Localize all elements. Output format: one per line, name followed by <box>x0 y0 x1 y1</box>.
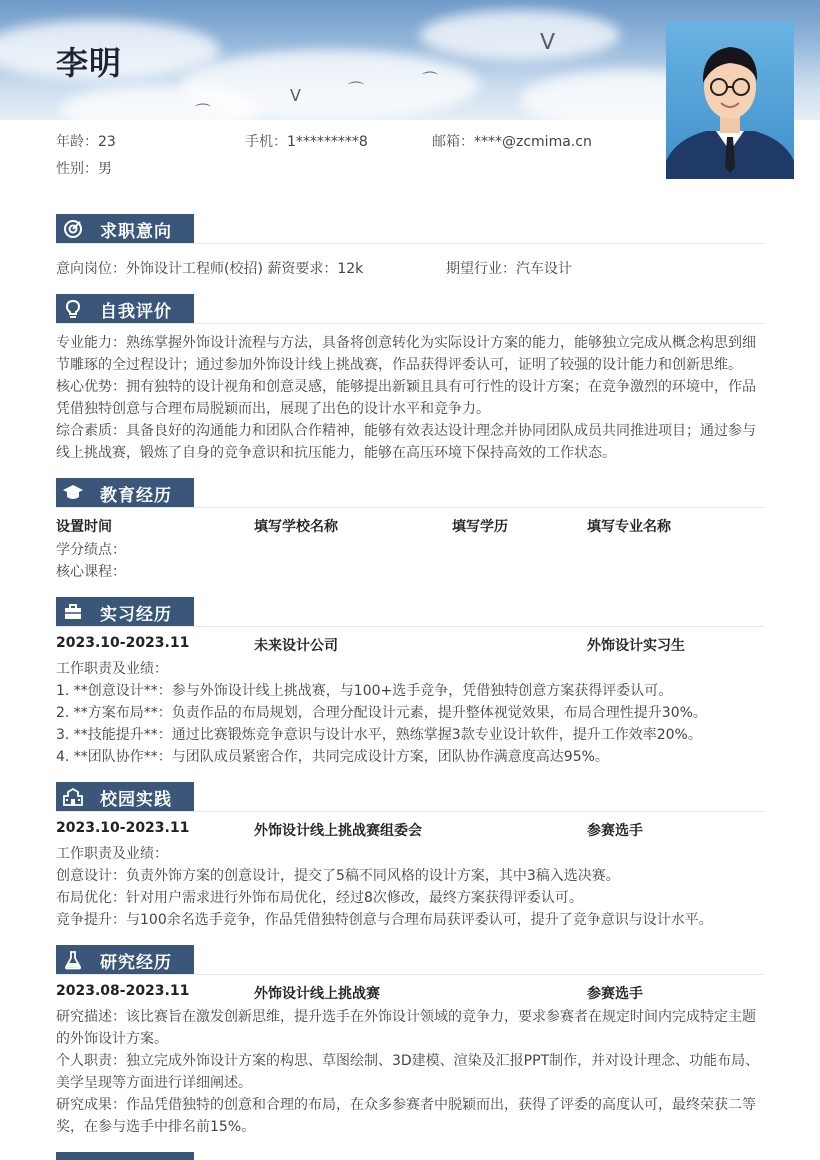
phone-value: 1*********8 <box>287 134 368 150</box>
campus-row <box>56 820 764 842</box>
candidate-name: 李明 <box>56 44 123 82</box>
section-divider <box>56 974 764 975</box>
briefcase-icon <box>58 597 88 627</box>
flask-icon <box>58 945 88 975</box>
section-title: 实习经历 <box>100 604 172 625</box>
section-title: 校园实践 <box>100 789 172 810</box>
detail-line: 3. **技能提升**：通过比赛锻炼竞争意识与设计水平，熟练掌握3款专业设计软件，提升工作效率20%。 <box>56 727 702 743</box>
detail-line: 1. **创意设计**：参与外饰设计线上挑战赛，与100+选手竞争，凭借独特创意方案获得评委认可。 <box>56 683 673 699</box>
job-intent-line: 意向岗位：外饰设计工程师(校招) 薪资要求：12k <box>56 261 364 277</box>
gpa-line: 学分绩点： <box>56 542 126 558</box>
section-education-heading <box>56 478 194 508</box>
education-row <box>56 516 764 538</box>
industry-line: 期望行业：汽车设计 <box>446 261 572 277</box>
section-divider <box>56 811 764 812</box>
gender-label: 性别： <box>56 161 98 177</box>
campus-org: 外饰设计线上挑战赛组委会 <box>254 823 422 839</box>
section-title: 求职意向 <box>100 221 172 242</box>
detail-line: 工作职责及业绩： <box>56 661 168 677</box>
research-details <box>56 1006 766 1138</box>
phone-info <box>245 131 368 151</box>
bird-icon: ᐯ <box>540 30 556 55</box>
research-row <box>56 983 764 1005</box>
gender-info <box>56 158 112 178</box>
section-title: 自我评价 <box>100 301 172 322</box>
age-label: 年龄： <box>56 134 98 150</box>
internship-role: 外饰设计实习生 <box>587 638 685 654</box>
phone-label: 手机： <box>245 134 287 150</box>
section-divider <box>56 626 764 627</box>
research-org: 外饰设计线上挑战赛 <box>254 986 380 1002</box>
education-major: 填写专业名称 <box>587 519 671 535</box>
detail-line: 布局优化：针对用户需求进行外饰布局优化，经过8次修改，最终方案获得评委认可。 <box>56 890 583 906</box>
detail-line: 竞争提升：与100余名选手竞争，作品凭借独特创意与合理布局获评委认可，提升了竞争意识与设计水平。 <box>56 912 713 928</box>
profile-photo <box>666 21 794 179</box>
education-details <box>56 539 766 583</box>
section-research-heading <box>56 945 194 975</box>
age-info <box>56 131 116 151</box>
school-building-icon <box>58 782 88 812</box>
section-self-eval-heading <box>56 294 194 324</box>
campus-time: 2023.10-2023.11 <box>56 820 190 836</box>
internship-time: 2023.10-2023.11 <box>56 635 190 651</box>
section-divider <box>56 243 764 244</box>
education-school: 填写学校名称 <box>254 519 338 535</box>
paragraph: 研究成果：作品凭借独特的创意和合理的布局，在众多参赛者中脱颖而出，获得了评委的高度认可，最终荣获二等奖，在参与选手中排名前15%。 <box>56 1097 756 1135</box>
campus-role: 参赛选手 <box>587 823 643 839</box>
section-title: 研究经历 <box>100 952 172 973</box>
self-eval-text <box>56 332 766 464</box>
paragraph: 研究描述：该比赛旨在激发创新思维，提升选手在外饰设计领域的竞争力，要求参赛者在规定时间内完成特定主题的外饰设计方案。 <box>56 1009 756 1047</box>
section-next-heading-partial <box>56 1152 194 1160</box>
research-time: 2023.08-2023.11 <box>56 983 190 999</box>
email-info <box>432 131 592 151</box>
education-time: 设置时间 <box>56 519 112 535</box>
paragraph: 个人职责：独立完成外饰设计方案的构思、草图绘制、3D建模、渲染及汇报PPT制作，并对设计理念、功能布局、美学呈现等方面进行详细阐述。 <box>56 1053 760 1091</box>
courses-line: 核心课程： <box>56 564 126 580</box>
research-role: 参赛选手 <box>587 986 643 1002</box>
target-icon <box>58 214 88 244</box>
detail-line: 2. **方案布局**：负责作品的布局规划，合理分配设计元素，提升整体视觉效果，布局合理性提升30%。 <box>56 705 707 721</box>
internship-details <box>56 658 766 768</box>
gender-value: 男 <box>98 161 112 177</box>
paragraph: 综合素质：具备良好的沟通能力和团队合作精神，能够有效表达设计理念并协同团队成员共同推进项目；通过参与线上挑战赛，锻炼了自身的竞争意识和抗压能力，能够在高压环境下保持高效的工作状态。 <box>56 423 756 461</box>
section-job-intent-heading <box>56 214 194 244</box>
campus-details <box>56 843 766 931</box>
detail-line: 工作职责及业绩： <box>56 846 168 862</box>
cloud-decoration <box>420 10 620 60</box>
section-title: 教育经历 <box>100 485 172 506</box>
email-label: 邮箱： <box>432 134 474 150</box>
detail-line: 4. **团队协作**：与团队成员紧密合作，共同完成设计方案，团队协作满意度高达95%。 <box>56 749 609 765</box>
graduation-cap-icon <box>58 478 88 508</box>
email-value: ****@zcmima.cn <box>474 134 592 150</box>
detail-line: 创意设计：负责外饰方案的创意设计，提交了5稿不同风格的设计方案，其中3稿入选决赛。 <box>56 868 620 884</box>
education-degree: 填写学历 <box>452 519 508 535</box>
section-divider <box>56 323 764 324</box>
internship-org: 未来设计公司 <box>254 638 338 654</box>
bird-icon: ⌒ <box>195 102 212 120</box>
section-campus-heading <box>56 782 194 812</box>
section-internship-heading <box>56 597 194 627</box>
paragraph: 核心优势：拥有独特的设计视角和创意灵感，能够提出新颖且具有可行性的设计方案；在竞争激烈的环境中，作品凭借独特创意与合理布局脱颖而出，展现了出色的设计水平和竞争力。 <box>56 379 756 417</box>
bird-icon: ⌒ <box>422 70 439 89</box>
internship-row <box>56 635 764 657</box>
paragraph: 专业能力：熟练掌握外饰设计流程与方法，具备将创意转化为实际设计方案的能力，能够独立完成从概念构思到细节雕琢的全过程设计；通过参加外饰设计线上挑战赛，作品获得评委认可，证明了较强的设计能力和创新思维。 <box>56 335 756 373</box>
bird-icon: ᐯ <box>290 86 301 105</box>
bird-icon: ⌒ <box>348 80 365 99</box>
age-value: 23 <box>98 134 116 150</box>
lightbulb-icon <box>58 294 88 324</box>
section-divider <box>56 507 764 508</box>
